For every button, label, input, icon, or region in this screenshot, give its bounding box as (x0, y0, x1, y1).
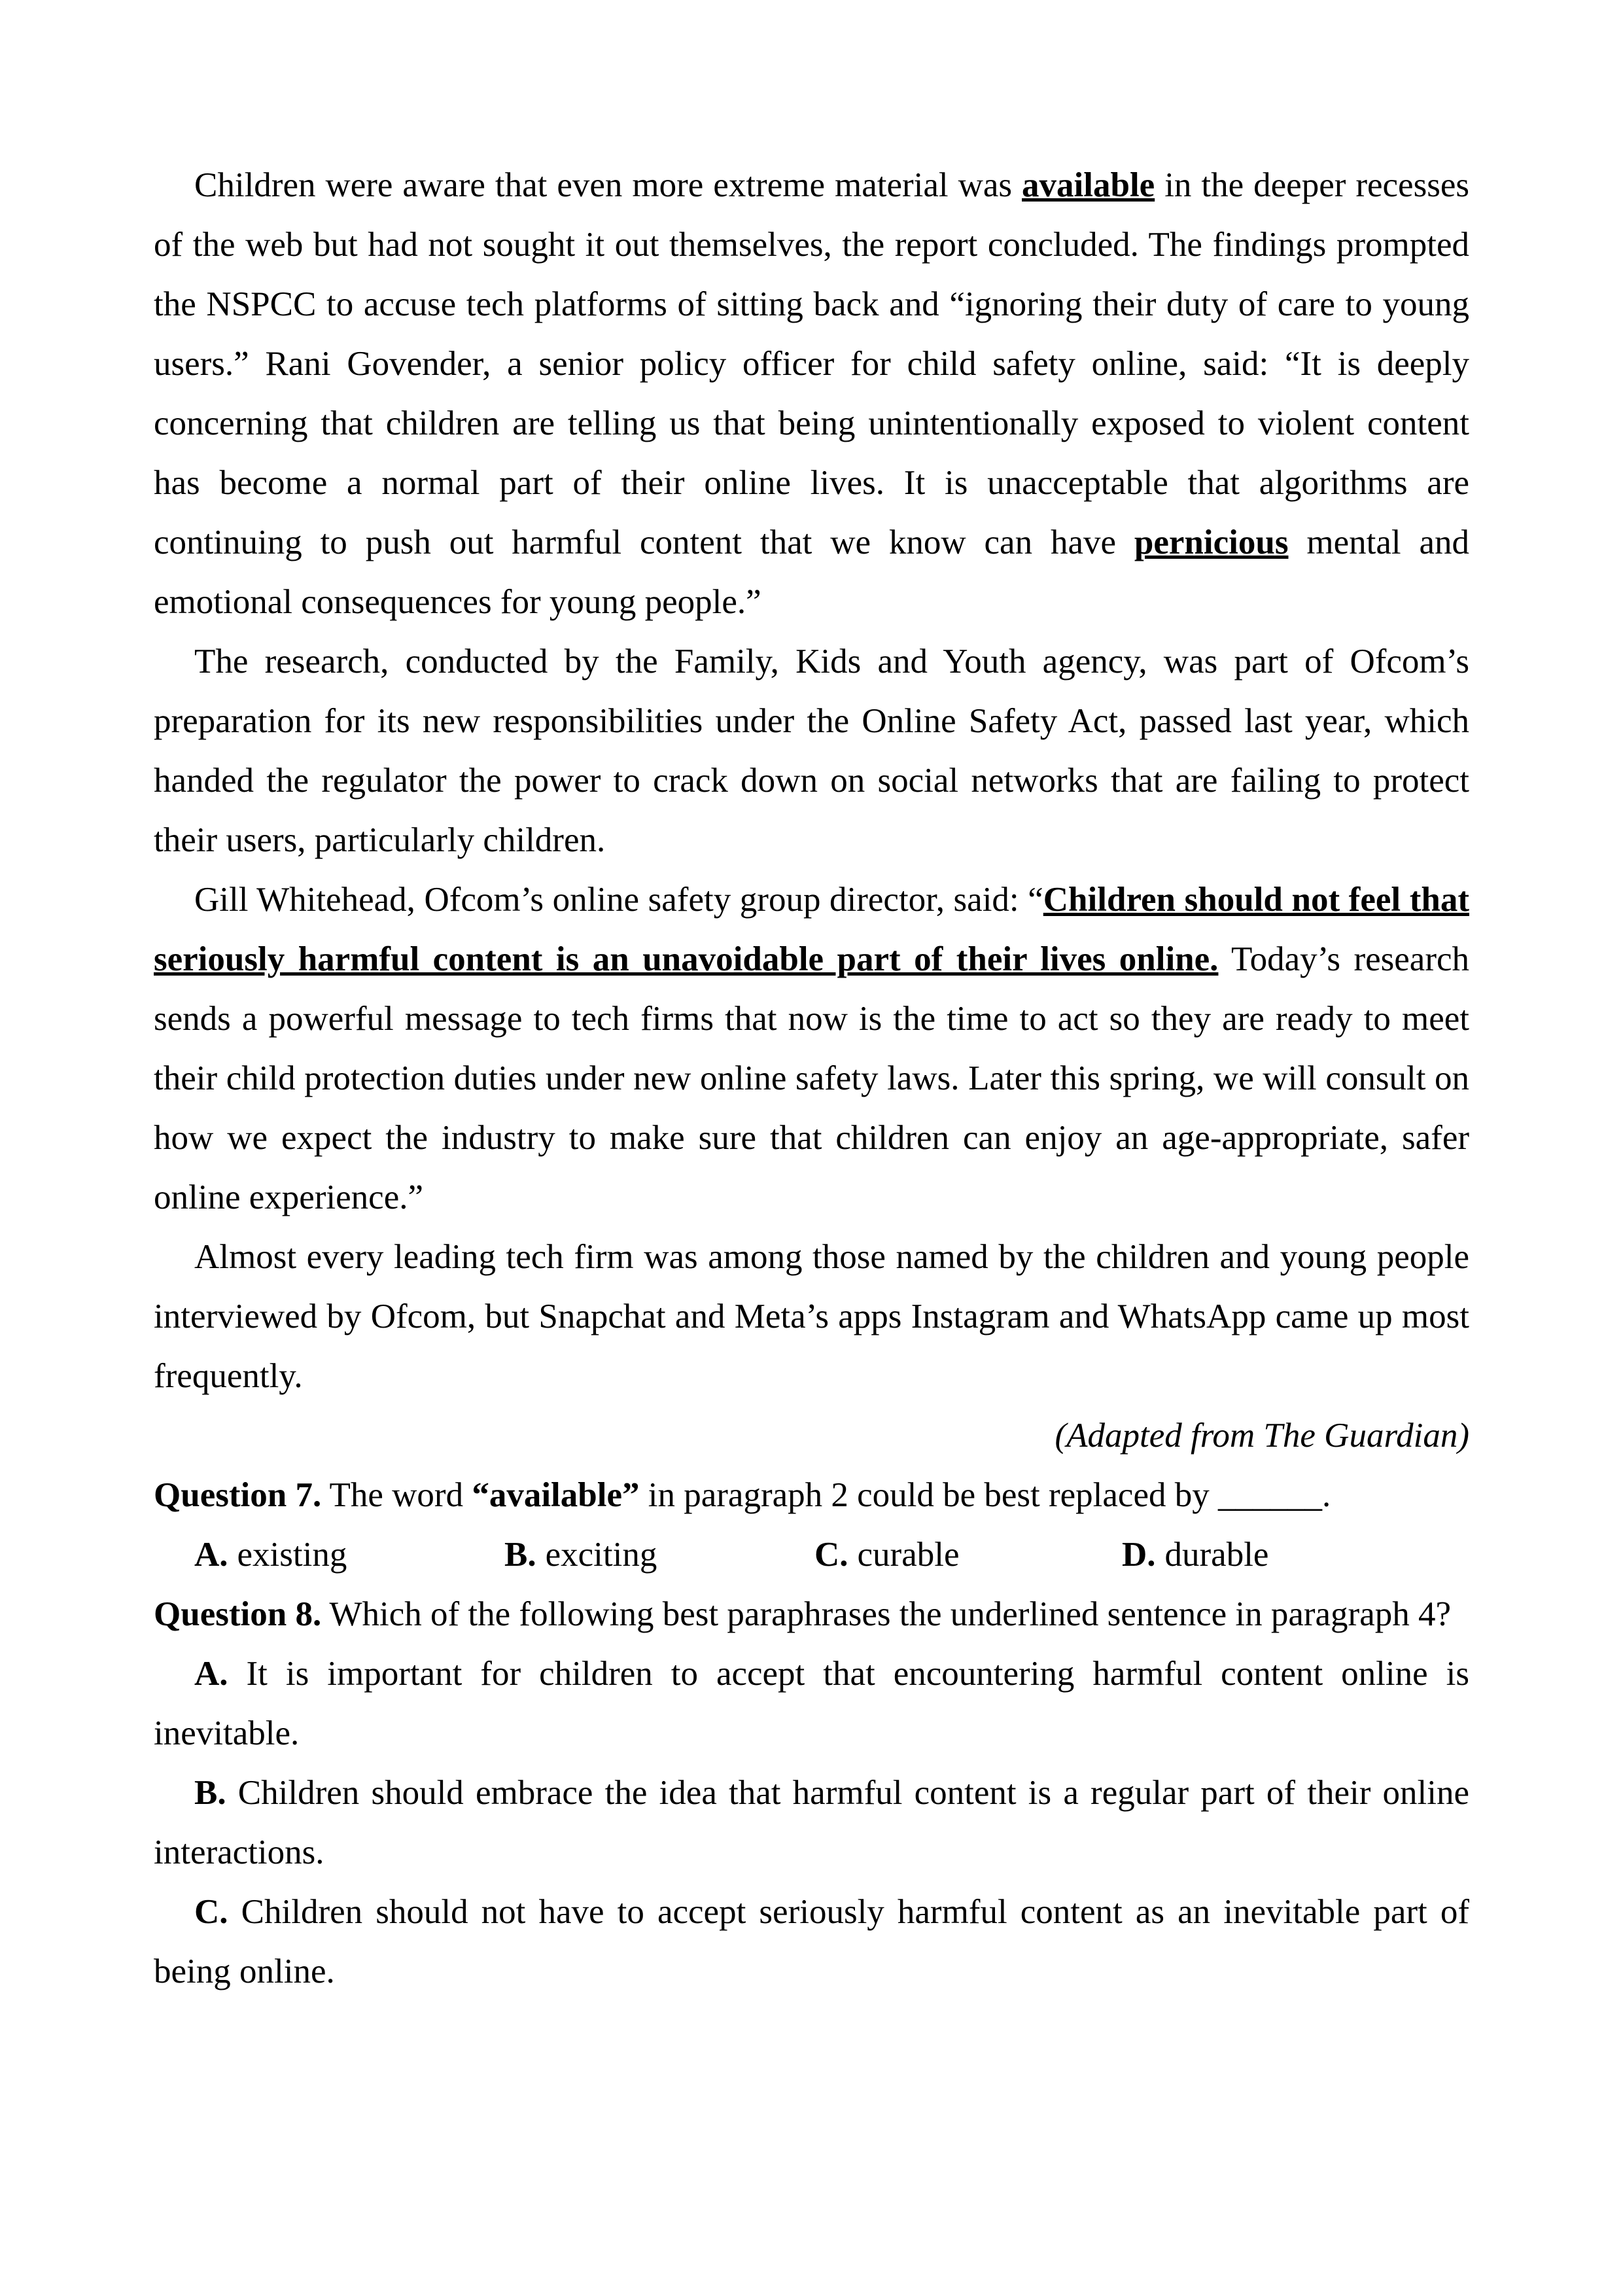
text-run: Children should not have to accept seriously harmful content as an inevitable part of being online. (154, 1893, 1469, 1990)
question-7-options (154, 1525, 1469, 1585)
text-run: The word (321, 1476, 472, 1514)
source-attribution: (Adapted from The Guardian) (1055, 1417, 1469, 1455)
question-7 (154, 1466, 1469, 1525)
text-run: It is important for children to accept that encountering harmful content online is inevitable. (154, 1655, 1469, 1752)
emphasized-term: available (1022, 166, 1155, 204)
text-run: A. (194, 1655, 228, 1693)
text-run: Which of the following best paraphrases the underlined sentence in paragraph 4? (321, 1595, 1451, 1633)
text-run: Question 7. (154, 1476, 322, 1514)
option-c-letter: C. (814, 1536, 848, 1574)
option-a-letter: A. (194, 1536, 228, 1574)
paragraph-4 (154, 1227, 1469, 1406)
text-run: mental and emotional consequences for young people.” (154, 523, 1469, 621)
question-7-option-a (154, 1525, 504, 1585)
paragraph-2 (154, 632, 1469, 870)
text-run: Gill Whitehead, Ofcom’s online safety group director, said: “ (194, 881, 1043, 919)
question-7-option-b (504, 1525, 814, 1585)
option-b-text: exciting (545, 1536, 657, 1574)
option-d-letter: D. (1122, 1536, 1156, 1574)
question-7-option-d (1122, 1525, 1469, 1585)
text-run: Question 8. (154, 1595, 322, 1633)
text-run: Today’s research sends a powerful message to tech firms that now is the time to act so they are ready to meet their child protection duties under new online safety laws. Later this spring, we will consult on how we expect the industry to make sure that children can enjoy an age-appropriate, safer online experience.” (154, 940, 1469, 1216)
text-run: Children should embrace the idea that harmful content is a regular part of their online interactions. (154, 1774, 1469, 1871)
paragraph-3 (154, 870, 1469, 1227)
question-8-option-c (154, 1882, 1469, 2002)
question-8-option-a (154, 1644, 1469, 1763)
option-d-text: durable (1164, 1536, 1269, 1574)
emphasized-term: Children should not feel that seriously harmful content is an unavoidable part of their lives online. (154, 881, 1469, 978)
text-run: in the deeper recesses of the web but had not sought it out themselves, the report concluded. The findings prompted the NSPCC to accuse tech platforms of sitting back and “ignoring their duty of care to young users.” Rani Govender, a senior policy officer for child safety online, said: “It is deeply concerning that children are telling us that being unintentionally exposed to violent content has become a normal part of their online lives. It is unacceptable that algorithms are continuing to push out harmful content that we know can have (154, 166, 1469, 561)
text-run: “available” (472, 1476, 640, 1514)
text-run: C. (194, 1893, 228, 1931)
text-run: The research, conducted by the Family, Kids and Youth agency, was part of Ofcom’s preparation for its new responsibilities under the Online Safety Act, passed last year, which handed the regulator the power to crack down on social networks that are failing to protect their users, particularly children. (154, 643, 1469, 859)
text-run: Almost every leading tech firm was among those named by the children and young people interviewed by Ofcom, but Snapchat and Meta’s apps Instagram and WhatsApp came up most frequently. (154, 1238, 1469, 1395)
emphasized-term: pernicious (1134, 523, 1289, 561)
option-a-text: existing (237, 1536, 347, 1574)
text-run: B. (194, 1774, 226, 1812)
option-c-text: curable (857, 1536, 960, 1574)
text-run: in paragraph 2 could be best replaced by ______. (639, 1476, 1331, 1514)
question-7-option-c (814, 1525, 1122, 1585)
question-8-option-b (154, 1763, 1469, 1882)
text-run: Children were aware that even more extreme material was (194, 166, 1022, 204)
question-8 (154, 1585, 1469, 1644)
option-b-letter: B. (504, 1536, 536, 1574)
paragraph-1 (154, 156, 1469, 632)
